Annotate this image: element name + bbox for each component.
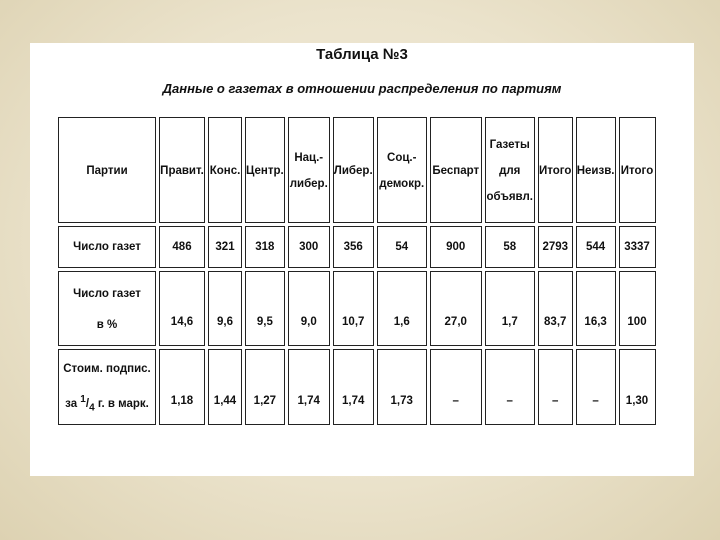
row-label-text: в % [96,318,118,331]
table-cell: 544 [576,226,616,268]
cell-value: 27,0 [444,316,467,329]
fraction-denominator: 4 [89,401,95,413]
cell-value: 83,7 [544,316,567,329]
row-label-fraction: за $^1/_4$ г. в марк. [65,393,149,413]
table-cell [430,271,482,346]
table-cell [245,271,285,346]
header-cell [377,117,427,223]
table-cell [377,349,427,425]
table-cell [333,271,374,346]
header-line: Правит. [160,165,204,177]
table-cell [208,349,242,425]
table-cell: 486 [159,226,205,268]
header-line: Итого [539,165,572,177]
header-cell [208,117,242,223]
cell-value: 14,6 [170,316,194,329]
row-label-text: Стоим. подпис. [63,363,151,376]
cell-value: 1,7 [501,316,518,329]
table-cell [576,271,616,346]
table-cell [430,349,482,425]
header-cell [288,117,330,223]
row-label-text: за [65,397,78,410]
header-row [58,117,656,223]
cell-value: – [506,395,513,408]
header-line: для [499,165,521,177]
table-cell [288,271,330,346]
header-cell [576,117,616,223]
header-line: Соц.- [387,152,417,164]
cell-value: 100 [627,316,647,329]
cell-value: 9,0 [300,316,317,329]
cell-value: 1,74 [297,395,320,408]
header-line: Газеты [489,139,530,151]
row-label-text: Число газет [73,287,141,300]
header-cell [619,117,656,223]
table-cell [538,271,573,346]
table-cell [619,271,656,346]
table-cell [538,349,573,425]
table-cell: 321 [208,226,242,268]
table-cell: 2793 [538,226,573,268]
header-cell [159,117,205,223]
fraction-numerator: 1 [80,393,86,405]
cell-value: 10,7 [342,316,365,329]
header-line: Нац.- [294,152,324,164]
cell-value: – [552,395,559,408]
table-cell [485,349,535,425]
row-label [58,226,156,268]
header-cell [333,117,374,223]
cell-value: 1,18 [170,395,194,408]
header-line: либер. [289,178,328,190]
table-cell: 300 [288,226,330,268]
table-cell: 356 [333,226,374,268]
table-cell: 900 [430,226,482,268]
table-cell [159,349,205,425]
table-subtitle: Данные о газетах в отношении распределения по партиям [162,81,562,96]
header-line: объявл. [486,191,533,203]
header-line: Беспарт [432,165,480,177]
table-cell [333,349,374,425]
header-cell [245,117,285,223]
header-line: демокр. [379,178,425,190]
table-cell [377,271,427,346]
cell-value: – [452,395,459,408]
cell-value: 1,74 [342,395,365,408]
row-label-text: Число газет [73,240,141,253]
header-cell [430,117,482,223]
header-line: Либер. [333,165,373,177]
cell-value: 1,30 [625,395,649,408]
cell-value: 1,27 [253,395,277,408]
table-cell [159,271,205,346]
table-cell: 54 [377,226,427,268]
row-label [58,349,156,425]
table-cell [208,271,242,346]
row-label-text: г. в марк. [97,397,149,410]
cell-value: 1,44 [213,395,237,408]
header-line: Центр. [246,165,284,177]
table-row [58,226,656,268]
document-page [30,43,694,476]
header-line: Конс. [209,165,241,177]
table-cell: 58 [485,226,535,268]
newspaper-table [55,114,659,428]
cell-value: 1,6 [393,316,410,329]
table-row [58,271,656,346]
header-cell [485,117,535,223]
table-cell [619,349,656,425]
table-cell [288,349,330,425]
header-label: Партии [86,165,128,177]
cell-value: – [592,395,599,408]
header-label-cell [58,117,156,223]
header-line: Итого [620,165,654,177]
table-cell: 3337 [619,226,656,268]
cell-value: 9,6 [217,316,233,329]
table-cell [576,349,616,425]
cell-value: 1,73 [390,395,413,408]
row-label [58,271,156,346]
header-line: Неизв. [576,165,615,177]
table-cell [485,271,535,346]
table-title: Таблица №3 [316,46,408,63]
cell-value: 16,3 [584,316,607,329]
table-cell [245,349,285,425]
table-cell: 318 [245,226,285,268]
header-cell [538,117,573,223]
cell-value: 9,5 [256,316,273,329]
table-row [58,349,656,425]
